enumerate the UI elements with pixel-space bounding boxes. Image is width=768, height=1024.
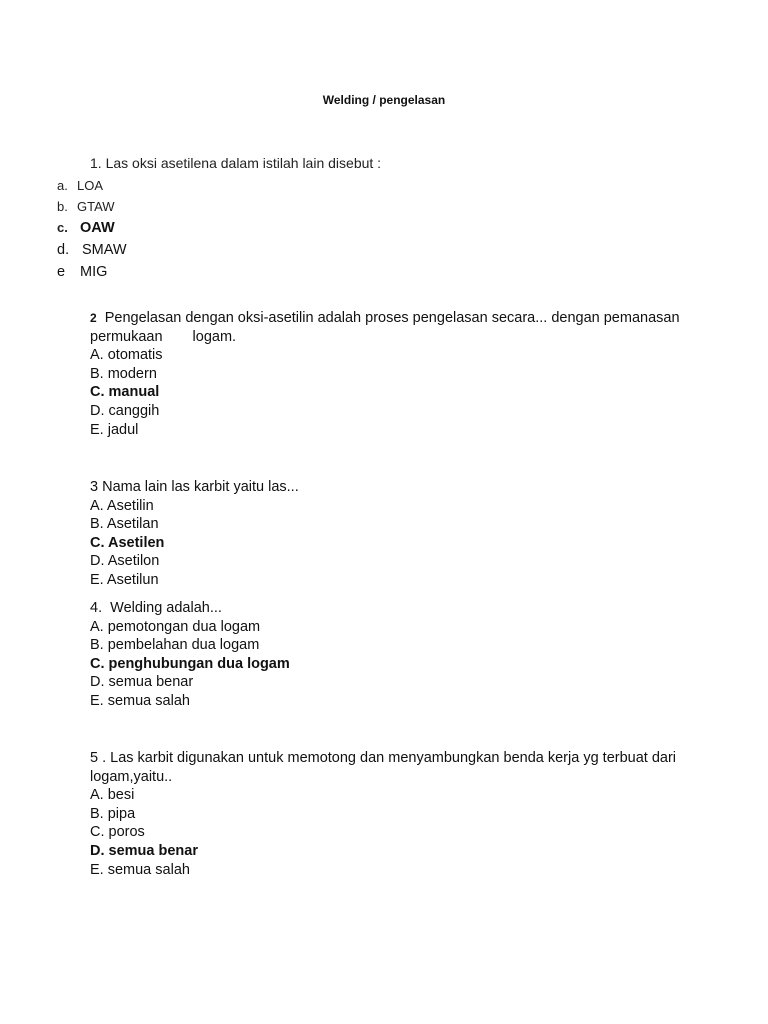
question-3-text: 3 Nama lain las karbit yaitu las...: [90, 479, 299, 495]
question-3: [90, 478, 299, 590]
q5-option-e: E. semua salah: [90, 861, 190, 878]
q1-option-e-text: MIG: [80, 264, 108, 280]
q1-option-b-text: GTAW: [77, 199, 115, 214]
q2-option-a: A. otomatis: [90, 347, 163, 364]
q2-option-b: B. modern: [90, 365, 157, 382]
q1-option-a-letter: a.: [57, 178, 68, 193]
q4-option-e: E. semua salah: [90, 692, 190, 709]
q1-option-c-text: OAW: [80, 220, 115, 236]
q2-option-e: E. jadul: [90, 421, 139, 438]
q3-option-e: E. Asetilun: [90, 571, 159, 588]
question-5-text-cont: logam,yaitu..: [90, 768, 173, 785]
q5-option-a: A. besi: [90, 787, 135, 804]
q4-option-c: C. penghubungan dua logam: [90, 655, 290, 672]
question-2-text-cont-a: permukaan: [90, 328, 163, 345]
q2-option-c: C. manual: [90, 384, 160, 401]
question-2-text: Pengelasan dengan oksi-asetilin adalah proses pengelasan secara... dengan pemanasan: [104, 310, 680, 326]
q4-option-d: D. semua benar: [90, 674, 194, 691]
q1-option-d-text: SMAW: [82, 242, 127, 258]
q1-option-e-letter: e: [57, 264, 66, 280]
question-4: [90, 599, 290, 711]
q2-option-d: D. canggih: [90, 402, 160, 419]
q5-option-c: C. poros: [90, 824, 145, 841]
q3-option-a: A. Asetilin: [90, 497, 154, 514]
q1-option-b-letter: b.: [57, 199, 68, 214]
question-2-number: 2: [90, 311, 97, 325]
question-1-text: 1. Las oksi asetilena dalam istilah lain disebut :: [90, 155, 382, 171]
q3-option-d: D. Asetilon: [90, 553, 160, 570]
q1-option-d-letter: d.: [57, 242, 70, 258]
q5-option-d: D. semua benar: [90, 842, 198, 859]
q5-option-b: B. pipa: [90, 805, 136, 822]
q4-option-a: A. pemotongan dua logam: [90, 618, 261, 635]
q1-option-a-text: LOA: [77, 178, 104, 193]
question-5-text: 5 . Las karbit digunakan untuk memotong dan menyambungkan benda kerja yg terbuat dari: [90, 750, 677, 766]
question-2-text-cont-b: logam.: [192, 328, 237, 345]
question-2-line-2: [90, 328, 680, 347]
question-2: [90, 309, 680, 439]
q1-option-c-letter: c.: [57, 220, 68, 235]
q3-option-b: B. Asetilan: [90, 516, 159, 533]
question-5: [90, 749, 676, 879]
q4-option-b: B. pembelahan dua logam: [90, 637, 260, 654]
question-4-text: 4. Welding adalah...: [90, 600, 222, 616]
q3-option-c: C. Asetilen: [90, 534, 165, 551]
question-2-line-1: [90, 309, 680, 328]
page-title: Welding / pengelasan: [322, 93, 446, 107]
